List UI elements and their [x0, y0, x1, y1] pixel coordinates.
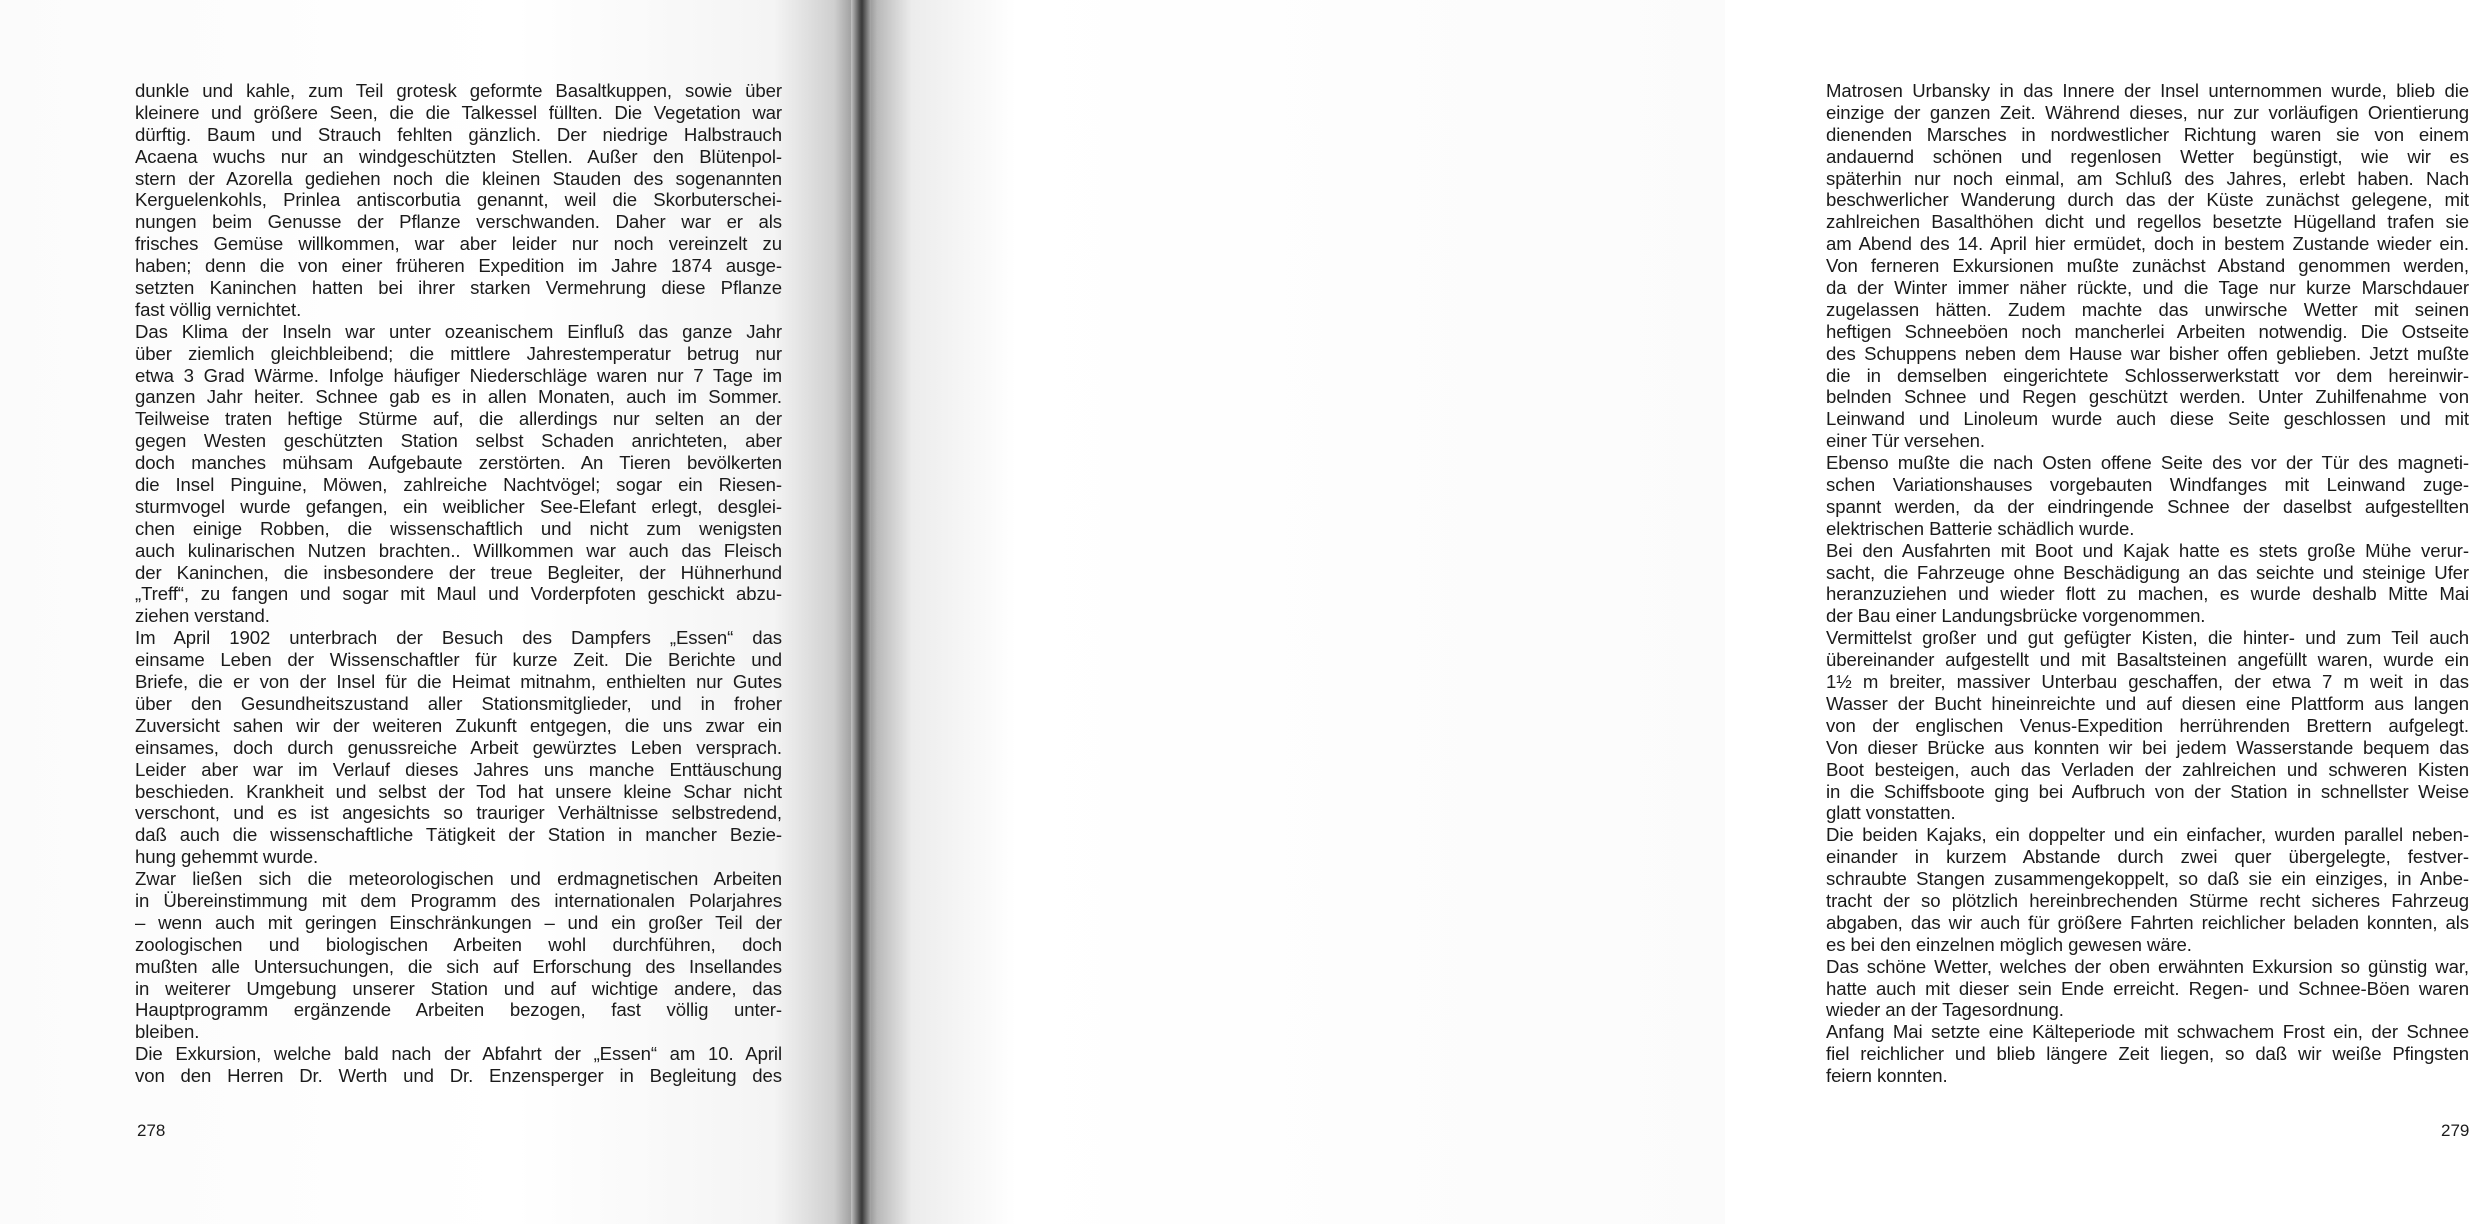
text-line: spannt werden, da der eindringende Schnee der daselbst aufgestellten	[1826, 495, 2469, 517]
text-line: in weiterer Umgebung unserer Station und auf wichtige andere, das	[135, 977, 782, 999]
text-line: wieder an der Tagesordnung.	[1826, 999, 2064, 1021]
text-line: Anfang Mai setzte eine Kälteperiode mit schwachem Frost ein, der Schnee	[1826, 1021, 2469, 1043]
text-line: tracht der so plötzlich hereinbrechenden Stürme recht sicheres Fahrzeug	[1826, 889, 2469, 911]
text-line: haben; denn die von einer früheren Expedition im Jahre 1874 ausge-	[135, 255, 782, 277]
text-line: die in demselben eingerichtete Schlosserwerkstatt vor dem hereinwir-	[1826, 364, 2469, 386]
text-line: zoologischen und biologischen Arbeiten wohl durchführen, doch	[135, 933, 782, 955]
text-line: ziehen verstand.	[135, 605, 270, 627]
text-line: zahlreichen Basalthöhen dicht und regellos besetzte Hügelland trafen sie	[1826, 211, 2469, 233]
text-line: dunkle und kahle, zum Teil grotesk geformte Basaltkuppen, sowie über	[135, 80, 782, 101]
text-line: zugelassen hätten. Zudem machte das unwirsche Wetter mit seinen	[1826, 298, 2469, 320]
left-page	[0, 0, 860, 1224]
text-line: schraubte Stangen zusammengekoppelt, so daß sie ein einziges, in Anbe-	[1826, 868, 2469, 890]
text-line: dürftig. Baum und Strauch fehlten gänzlich. Der niedrige Halbstrauch	[135, 123, 782, 145]
text-line: heranzuziehen und wieder flott zu machen, es wurde deshalb Mitte Mai	[1826, 583, 2469, 605]
text-line: Hauptprogramm ergänzende Arbeiten bezogen, fast völlig unter-	[135, 999, 782, 1021]
text-line: einsame Leben der Wissenschaftler für kurze Zeit. Die Berichte und	[135, 649, 782, 671]
text-line: beschieden. Krankheit und selbst der Tod hat unsere kleine Schar nicht	[135, 780, 782, 802]
text-line: nungen beim Genusse der Pflanze verschwanden. Daher war er als	[135, 211, 782, 233]
text-line: hatte auch mit dieser sein Ende erreicht. Regen- und Schnee-Böen waren	[1826, 977, 2469, 999]
text-line: verschont, und es ist angesichts so trauriger Verhältnisse selbstredend,	[135, 802, 782, 824]
text-line: – wenn auch mit geringen Einschränkungen – und ein großer Teil der	[135, 911, 782, 933]
text-line: setzten Kaninchen hatten bei ihrer starken Vermehrung diese Pflanze	[135, 277, 782, 299]
text-line: Die Exkursion, welche bald nach der Abfahrt der „Essen“ am 10. April	[135, 1043, 782, 1065]
text-line: abgaben, das wir auch für größere Fahrten reichlicher beladen konnten, als	[1826, 911, 2469, 933]
text-line: Wasser der Bucht hineinreichte und auf diesen eine Plattform aus langen	[1826, 692, 2469, 714]
text-line: über den Gesundheitszustand aller Stationsmitglieder, und in froher	[135, 692, 782, 714]
text-line: feiern konnten.	[1826, 1065, 1948, 1087]
text-line: Das Klima der Inseln war unter ozeanischem Einfluß das ganze Jahr	[135, 320, 782, 342]
text-line: fiel reichlicher und blieb längere Zeit liegen, so daß wir weiße Pfingsten	[1826, 1043, 2469, 1065]
left-page-number: 278	[137, 1121, 166, 1140]
text-line: in Übereinstimmung mit dem Programm des internationalen Polarjahres	[135, 889, 782, 911]
text-line: hung gehemmt wurde.	[135, 846, 319, 868]
text-line: in die Schiffsboote ging bei Aufbruch von der Station in schnellster Weise	[1826, 780, 2469, 802]
text-line: chen einige Robben, die wissenschaftlich und nicht zum wenigsten	[135, 517, 782, 539]
text-line: stern der Azorella gediehen noch die kleinen Stauden des sogenannten	[135, 167, 782, 189]
text-line: Teilweise traten heftige Stürme auf, die allerdings nur selten an der	[135, 408, 782, 430]
text-line: Acaena wuchs nur an windgeschützten Stellen. Außer den Blütenpol-	[135, 145, 782, 167]
right-page	[860, 0, 2469, 1224]
text-line: sacht, die Fahrzeuge ohne Beschädigung an das seichte und steinige Ufer	[1826, 561, 2469, 583]
text-line: daß auch die wissenschaftliche Tätigkeit der Station in mancher Bezie-	[135, 824, 782, 846]
text-line: bleiben.	[135, 1021, 200, 1043]
text-line: 1½ m breiter, massiver Unterbau geschaffen, der etwa 7 m weit in das	[1826, 671, 2469, 693]
text-line: einer Tür versehen.	[1826, 430, 1985, 452]
text-line: gegen Westen geschützten Station selbst Schaden anrichteten, aber	[135, 430, 782, 452]
right-page-number: 279	[2441, 1121, 2469, 1140]
text-line: Bei den Ausfahrten mit Boot und Kajak hatte es stets große Mühe verur-	[1826, 539, 2469, 561]
text-line: Im April 1902 unterbrach der Besuch des Dampfers „Essen“ das	[135, 627, 782, 649]
text-line: Matrosen Urbansky in das Innere der Insel unternommen wurde, blieb die	[1826, 80, 2469, 101]
text-line: Ebenso mußte die nach Osten offene Seite des vor der Tür des magneti-	[1826, 452, 2469, 474]
text-line: die Insel Pinguine, Möwen, zahlreiche Nachtvögel; sogar ein Riesen-	[135, 474, 782, 496]
text-line: von den Herren Dr. Werth und Dr. Enzensperger in Begleitung des	[135, 1065, 782, 1087]
right-page-text	[1826, 80, 2469, 1087]
text-line: der Kaninchen, die insbesondere der treue Begleiter, der Hühnerhund	[135, 561, 782, 583]
text-line: andauernd schönen und regenlosen Wetter begünstigt, wie wir es	[1826, 145, 2469, 167]
text-line: elektrischen Batterie schädlich wurde.	[1826, 517, 2135, 539]
text-line: Zuversicht sahen wir der weiteren Zukunft entgegen, die uns zwar ein	[135, 714, 782, 736]
text-line: Das schöne Wetter, welches der oben erwähnten Exkursion so günstig war,	[1826, 955, 2469, 977]
text-line: auch kulinarischen Nutzen brachten.. Willkommen war auch das Fleisch	[135, 539, 782, 561]
text-line: Leider aber war im Verlauf dieses Jahres uns manche Enttäuschung	[135, 758, 782, 780]
text-line: am Abend des 14. April hier ermüdet, doch in bestem Zustande wieder ein.	[1826, 233, 2469, 255]
text-line: fast völlig vernichtet.	[135, 298, 302, 320]
text-line: frisches Gemüse willkommen, war aber leider nur noch vereinzelt zu	[135, 233, 782, 255]
text-line: glatt vonstatten.	[1826, 802, 1956, 824]
text-line: über ziemlich gleichbleibend; die mittlere Jahrestemperatur betrug nur	[135, 342, 782, 364]
text-line: kleinere und größere Seen, die die Talkessel füllten. Die Vegetation war	[135, 101, 782, 123]
text-line: Die beiden Kajaks, ein doppelter und ein einfacher, wurden parallel neben-	[1826, 824, 2469, 846]
text-line: da der Winter immer näher rückte, und die Tage nur kurze Marschdauer	[1826, 277, 2469, 299]
text-line: Briefe, die er von der Insel für die Heimat mitnahm, enthielten nur Gutes	[135, 671, 782, 693]
text-line: mußten alle Untersuchungen, die sich auf Erforschung des Insellandes	[135, 955, 782, 977]
text-line: Von dieser Brücke aus konnten wir bei jedem Wasserstande bequem das	[1826, 736, 2469, 758]
text-line: schen Variationshauses vorgebauten Windfanges mit Leinwand zuge-	[1826, 474, 2469, 496]
text-line: beschwerlicher Wanderung durch das der Küste zunächst gelegene, mit	[1826, 189, 2469, 211]
text-line: Leinwand und Linoleum wurde auch diese Seite geschlossen und mit	[1826, 408, 2469, 430]
text-line: ganzen Jahr heiter. Schnee gab es in allen Monaten, auch im Sommer.	[135, 386, 782, 408]
text-line: Boot besteigen, auch das Verladen der zahlreichen und schweren Kisten	[1826, 758, 2469, 780]
text-line: des Schuppens neben dem Hause war bisher offen geblieben. Jetzt mußte	[1826, 342, 2469, 364]
text-line: „Treff“, zu fangen und sogar mit Maul und Vorderpfoten geschickt abzu-	[135, 583, 782, 605]
text-line: Zwar ließen sich die meteorologischen und erdmagnetischen Arbeiten	[135, 868, 782, 890]
text-line: einsames, doch durch genussreiche Arbeit gewürztes Leben versprach.	[135, 736, 782, 758]
text-line: Kerguelenkohls, Prinlea antiscorbutia genannt, weil die Skorbuterschei-	[135, 189, 782, 211]
book-gutter	[851, 0, 871, 1224]
text-line: doch manches mühsam Aufgebaute zerstörten. An Tieren bevölkerten	[135, 452, 782, 474]
text-line: von der englischen Venus-Expedition herrührenden Brettern aufgelegt.	[1826, 714, 2469, 736]
text-line: es bei den einzelnen möglich gewesen wäre.	[1826, 933, 2192, 955]
text-line: belnden Schnee und Regen geschützt werden. Unter Zuhilfenahme von	[1826, 386, 2469, 408]
text-line: der Bau einer Landungsbrücke vorgenommen.	[1826, 605, 2206, 627]
text-line: einander in kurzem Abstande durch zwei quer übergelegte, festver-	[1826, 846, 2469, 868]
text-line: Von ferneren Exkursionen mußte zunächst Abstand genommen werden,	[1826, 255, 2469, 277]
text-line: übereinander aufgestellt und mit Basaltsteinen angefüllt waren, wurde ein	[1826, 649, 2469, 671]
text-line: Vermittelst großer und gut gefügter Kisten, die hinter- und zum Teil auch	[1826, 627, 2469, 649]
text-line: späterhin nur noch einmal, am Schluß des Jahres, erlebt haben. Nach	[1826, 167, 2469, 189]
text-line: dienenden Marsches in nordwestlicher Richtung waren sie von einem	[1826, 123, 2469, 145]
text-line: etwa 3 Grad Wärme. Infolge häufiger Niederschläge waren nur 7 Tage im	[135, 364, 782, 386]
text-line: sturmvogel wurde gefangen, ein weiblicher See-Elefant erlegt, desglei-	[135, 495, 782, 517]
text-line: heftigen Schneeböen noch mancherlei Arbeiten notwendig. Die Ostseite	[1826, 320, 2469, 342]
text-line: einzige der ganzen Zeit. Während dieses, nur zur vorläufigen Orientierung	[1826, 101, 2469, 123]
left-page-text	[135, 80, 782, 1087]
